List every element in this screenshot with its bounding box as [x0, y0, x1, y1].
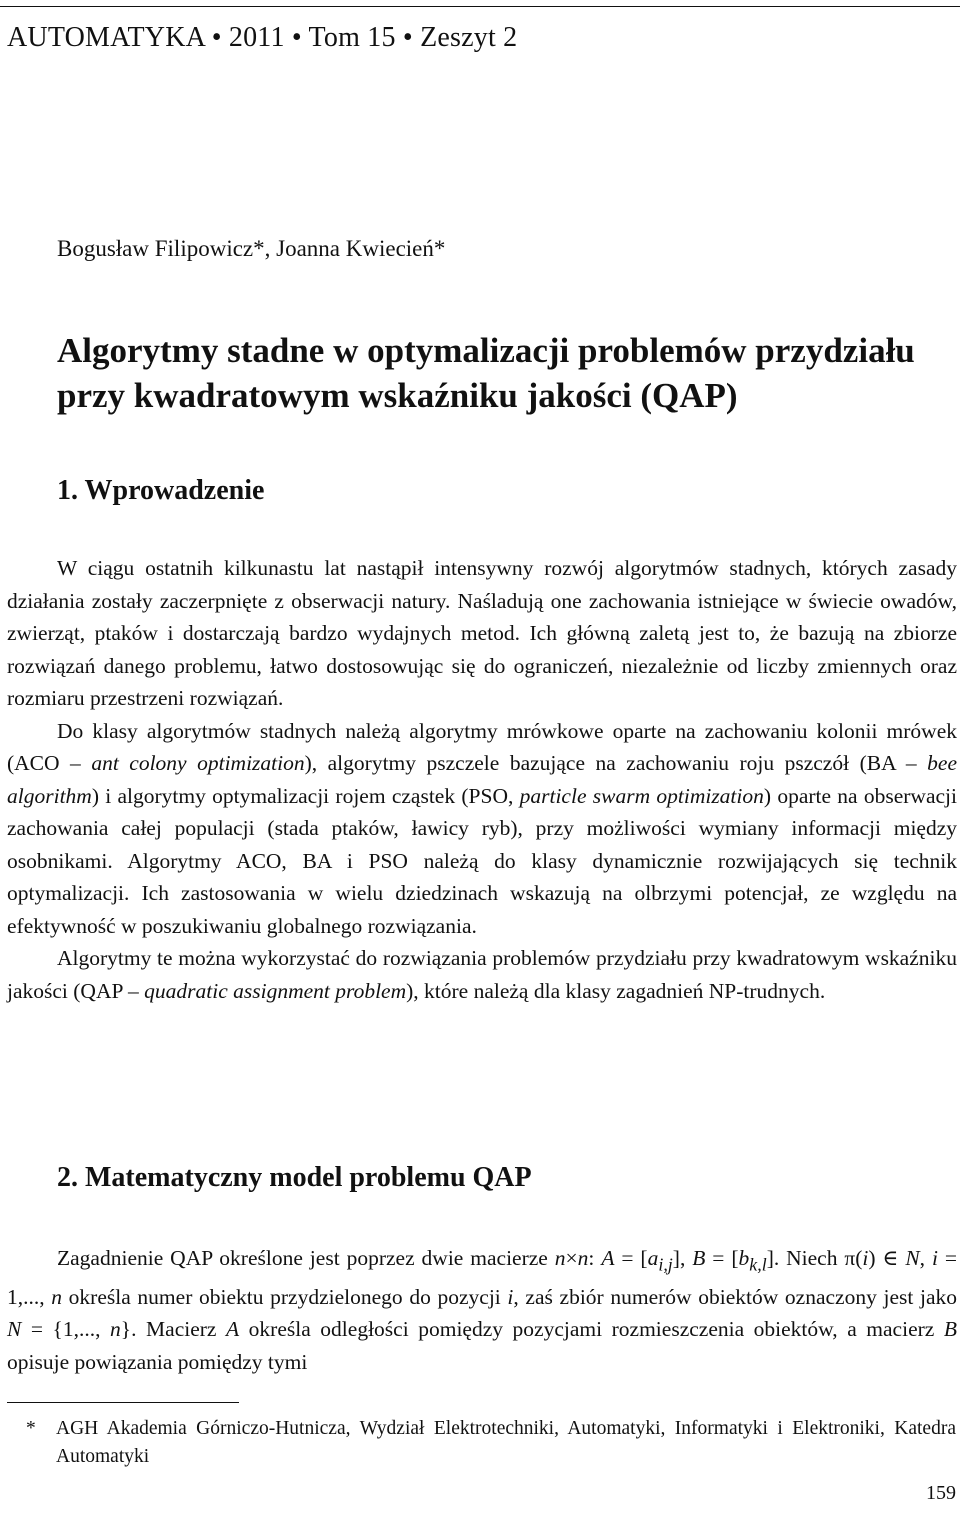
authors: Bogusław Filipowicz*, Joanna Kwiecień*	[57, 236, 446, 261]
footnote-text: AGH Akademia Górniczo-Hutnicza, Wydział Elektrotechniki, Automatyki, Informatyki i Elektroniki, Katedra Automatyki	[56, 1418, 956, 1467]
section-2-body	[7, 1242, 957, 1378]
paper-title	[57, 328, 957, 418]
section-1-body	[7, 552, 957, 1007]
header-rule	[0, 6, 960, 7]
footnote	[26, 1415, 956, 1471]
section-heading-introduction: 1. Wprowadzenie	[57, 475, 265, 506]
journal-header: AUTOMATYKA • 2011 • Tom 15 • Zeszyt 2	[7, 22, 518, 53]
paragraph: Do klasy algorytmów stadnych należą algorytmy mrówkowe oparte na zachowaniu kolonii mrówek (ACO – ant colony optimization), algorytmy pszczele bazujące na zachowaniu roju pszczół (BA – bee algorithm) i algorytmy optymalizacji rojem cząstek (PSO, particle swarm optimization) oparte na obserwacji zachowania całej populacji (stada ptaków, ławicy ryb), przy możliwości wymiany informacji między osobnikami. Algorytmy ACO, BA i PSO należą do klasy dynamicznie rozwijających się technik optymalizacji. Ich zastosowania w wielu dziedzinach wskazują na olbrzymi potencjał, ze względu na efektywność w poszukiwaniu globalnego rozwiązania.	[7, 718, 957, 938]
footnote-rule	[7, 1402, 239, 1403]
title-line-1: Algorytmy stadne w optymalizacji problemów przydziału	[57, 331, 915, 370]
paragraph: Zagadnienie QAP określone jest poprzez dwie macierze n×n: $A = [a_{i,j}]$, $B = [b_{k,l}]$. Niech π(i) ∈ N, i = 1,..., n określa numer obiektu przydzielonego do pozycji i, zaś zbiór numerów obiektów oznaczony jest jako N = {1,..., n}. Macierz A określa odległości pomiędzy pozycjami rozmieszczenia obiektów, a macierz B opisuje powiązania pomiędzy tymi	[7, 1246, 958, 1374]
page-number: 159	[926, 1482, 956, 1504]
title-line-2: przy kwadratowym wskaźniku jakości (QAP)	[57, 376, 738, 415]
paragraph: Algorytmy te można wykorzystać do rozwiązania problemów przydziału przy kwadratowym wskaźniku jakości (QAP – quadratic assignment problem), które należą dla klasy zagadnień NP-trudnych.	[7, 946, 957, 1003]
footnote-mark: *	[26, 1418, 36, 1439]
paragraph: W ciągu ostatnih kilkunastu lat nastąpił intensywny rozwój algorytmów stadnych, których zasady działania zostały zaczerpnięte z obserwacji natury. Naśladują one zachowania istniejące w świecie owadów, zwierząt, ptaków i dostarczają bardzo wydajnych metod. Ich główną zaletą jest to, że bazują na zbiorze rozwiązań danego problemu, łatwo dostosowując się do ograniczeń, niezależnie od liczby zmiennych oraz rozmiaru przestrzeni rozwiązań.	[7, 556, 957, 710]
section-heading-model: 2. Matematyczny model problemu QAP	[57, 1162, 532, 1193]
